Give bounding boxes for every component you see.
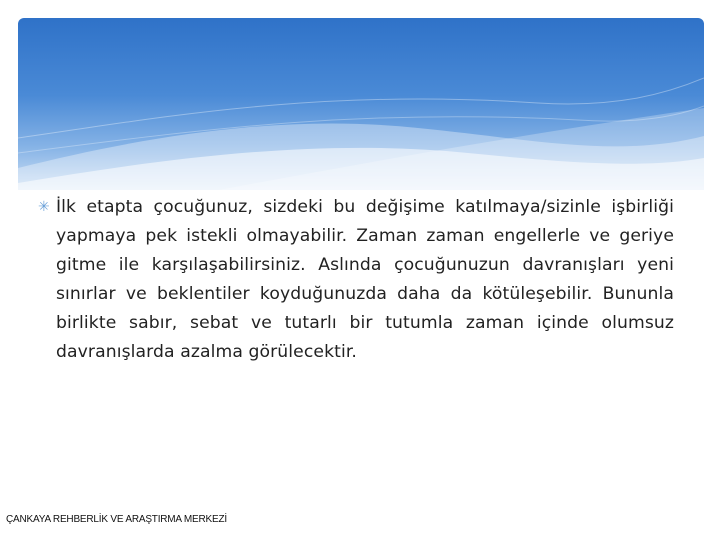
footer-text: ÇANKAYA REHBERLİK VE ARAŞTIRMA MERKEZİ (6, 514, 227, 525)
content-area (38, 193, 674, 367)
bullet-item (38, 193, 674, 367)
asterisk-bullet-icon: ✳ (38, 199, 50, 215)
wave-decoration (18, 18, 704, 190)
header-banner (18, 18, 704, 190)
bullet-text: İlk etapta çocuğunuz, sizdeki bu değişime katılmaya/sizinle işbirliği yapmaya pek istekli olmayabilir. Zaman zaman engellerle ve geriye gitme ile karşılaşabilirsiniz. Aslında çocuğunuzun davranışları yeni sınırlar ve beklentiler koyduğunuzda daha da kötüleşebilir. Bununla birlikte sabır, sebat ve tutarlı bir tutumla zaman içinde olumsuz davranışlarda azalma görülecektir. (56, 197, 674, 362)
